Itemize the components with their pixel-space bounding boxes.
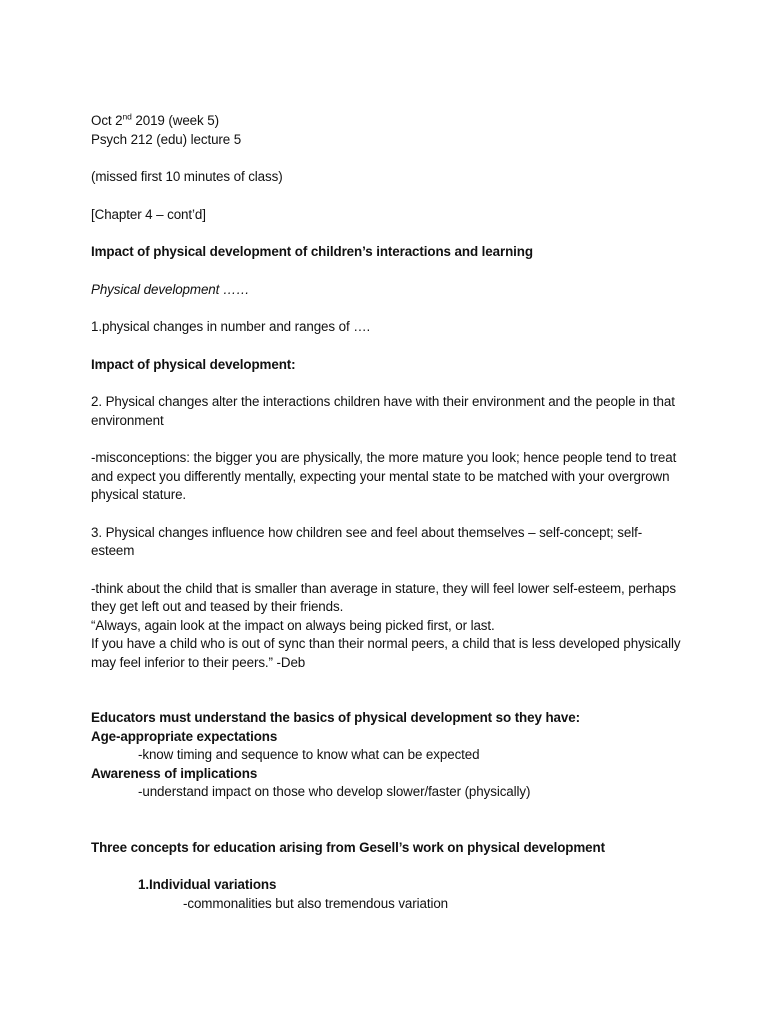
- date-ordinal: nd: [122, 111, 132, 122]
- age-appropriate-detail: -know timing and sequence to know what can be expected: [138, 747, 480, 762]
- quote-line-1: “Always, again look at the impact on always being picked first, or last.: [91, 617, 495, 633]
- course-line: Psych 212 (edu) lecture 5: [91, 131, 242, 147]
- point-2: 2. Physical changes alter the interactions children have with their environment and the people in that environment: [91, 394, 675, 428]
- impact-label: Impact of physical development:: [91, 356, 296, 372]
- chapter-note: [Chapter 4 – cont’d]: [91, 206, 206, 222]
- individual-variations-label: 1.Individual variations: [138, 877, 277, 892]
- individual-variations-detail: -commonalities but also tremendous variation: [183, 895, 449, 911]
- quote-line-2: If you have a child who is out of sync than their normal peers, a child that is less developed physically may feel inferior to their peers.” -Deb: [91, 636, 681, 670]
- misconceptions-note: -misconceptions: the bigger you are physically, the more mature you look; hence people tend to treat and expect you differently mentally, expecting your mental state to be matched with your overgrown physical stature.: [91, 450, 677, 502]
- three-concepts-heading: Three concepts for education arising from Gesell’s work on physical development: [91, 839, 605, 855]
- section-heading-impact: Impact of physical development of children’s interactions and learning: [91, 244, 533, 259]
- date-line: Oct 2nd 2019 (week 5): [91, 111, 219, 128]
- think-note: -think about the child that is smaller than average in stature, they will feel lower self-esteem, perhaps they get left out and teased by their friends.: [91, 580, 676, 614]
- physical-development-note: Physical development ……: [91, 281, 250, 297]
- awareness-detail: -understand impact on those who develop slower/faster (physically): [138, 784, 531, 799]
- point-3: 3. Physical changes influence how children see and feel about themselves – self-concept; self-esteem: [91, 524, 643, 558]
- awareness-label: Awareness of implications: [91, 765, 258, 781]
- missed-note: (missed first 10 minutes of class): [91, 169, 283, 184]
- point-1: 1.physical changes in number and ranges of ….: [91, 319, 371, 334]
- age-appropriate-label: Age-appropriate expectations: [91, 728, 278, 744]
- educators-heading: Educators must understand the basics of physical development so they have:: [91, 710, 580, 725]
- lecture-notes: [91, 112, 681, 913]
